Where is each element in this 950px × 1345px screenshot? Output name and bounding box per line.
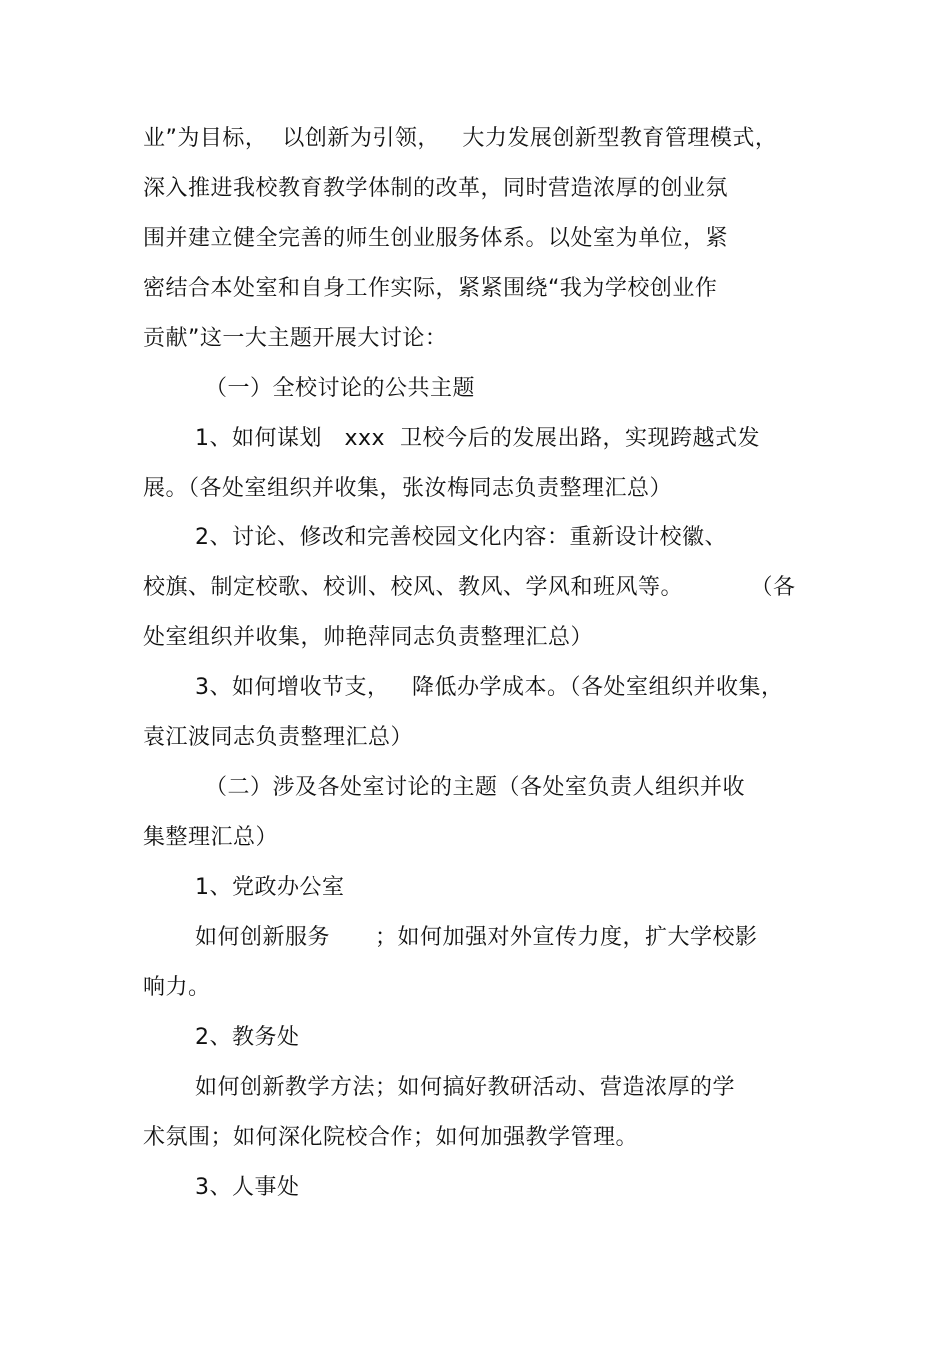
item-2-line-1: 2、讨论、修改和完善校园文化内容：重新设计校徽、 <box>195 525 727 550</box>
item-1-line-1: 1、如何谋划 xxx 卫校今后的发展出路，实现跨越式发 <box>195 426 761 451</box>
item-2-line-2: 校旗、制定校歌、校训、校风、教风、学风和班风等。 （各 <box>143 575 796 600</box>
body-line-2: 深入推进我校教育教学体制的改革，同时营造浓厚的创业氛 <box>143 176 729 201</box>
section-heading-2-cont: 集整理汇总） <box>143 825 279 850</box>
item-3-line-2: 袁江波同志负责整理汇总） <box>143 725 414 750</box>
body-line-4: 密结合本处室和自身工作实际，紧紧围绕“我为学校创业作 <box>143 276 718 301</box>
item-2-line-3: 处室组织并收集，帅艳萍同志负责整理汇总） <box>143 625 594 650</box>
item-3-line-1: 3、如何增收节支， 降低办学成本。（各处室组织并收集， <box>195 675 784 700</box>
subsection-1-line-2: 响力。 <box>143 975 211 1000</box>
item-1-line-2: 展。（各处室组织并收集，张汝梅同志负责整理汇总） <box>143 476 673 501</box>
section-heading-2: （二）涉及各处室讨论的主题（各处室负责人组织并收 <box>205 775 746 800</box>
body-line-1: 业”为目标， 以创新为引领， 大力发展创新型教育管理模式， <box>143 126 778 151</box>
subsection-1-line-1: 如何创新服务 ；如何加强对外宣传力度，扩大学校影 <box>195 925 758 950</box>
subsection-2-line-1: 如何创新教学方法；如何搞好教研活动、营造浓厚的学 <box>195 1075 736 1100</box>
subsection-2-line-2: 术氛围；如何深化院校合作；如何加强教学管理。 <box>143 1125 639 1150</box>
body-line-5: 贡献”这一大主题开展大讨论： <box>143 326 448 351</box>
subsection-3-title: 3、人事处 <box>195 1175 300 1200</box>
body-line-3: 围并建立健全完善的师生创业服务体系。以处室为单位，紧 <box>143 226 729 251</box>
section-heading-1: （一）全校讨论的公共主题 <box>205 376 476 401</box>
subsection-1-title: 1、党政办公室 <box>195 875 345 900</box>
subsection-2-title: 2、教务处 <box>195 1025 300 1050</box>
